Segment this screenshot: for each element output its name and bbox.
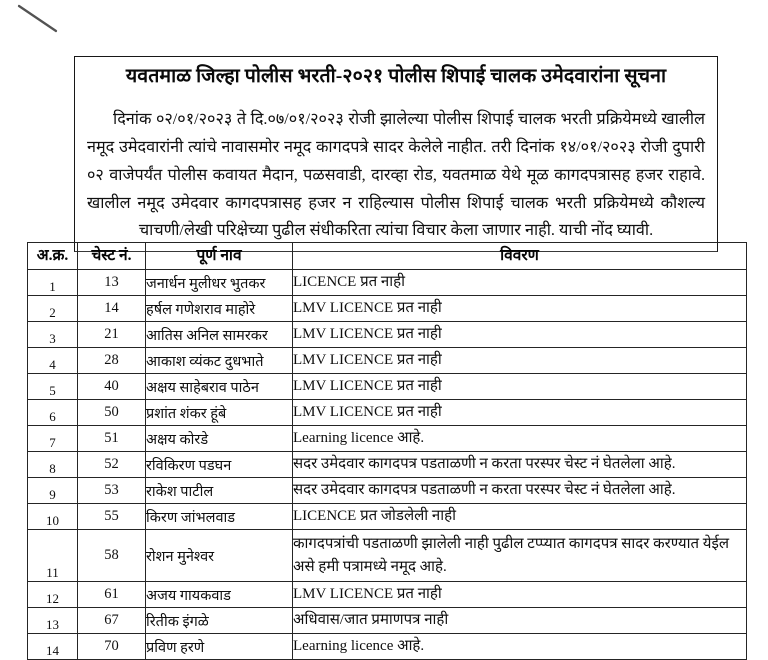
cell-chest-no: 70 bbox=[78, 634, 146, 660]
cell-serial: 13 bbox=[28, 608, 78, 634]
cell-full-name: रोशन मुनेश्वर bbox=[146, 530, 293, 582]
cell-serial: 8 bbox=[28, 452, 78, 478]
cell-full-name: राकेश पाटील bbox=[146, 478, 293, 504]
table-row bbox=[28, 348, 747, 374]
scan-pen-stroke-icon bbox=[16, 4, 60, 34]
column-header-serial: अ.क्र. bbox=[28, 243, 78, 270]
table-header-row bbox=[28, 243, 747, 270]
cell-full-name: आतिस अनिल सामरकर bbox=[146, 322, 293, 348]
cell-description: LMV LICENCE प्रत नाही bbox=[293, 348, 747, 374]
cell-serial: 10 bbox=[28, 504, 78, 530]
cell-serial: 9 bbox=[28, 478, 78, 504]
cell-full-name: आकाश व्यंकट दुधभाते bbox=[146, 348, 293, 374]
cell-full-name: रितीक इंगळे bbox=[146, 608, 293, 634]
cell-serial: 11 bbox=[28, 530, 78, 582]
cell-serial: 3 bbox=[28, 322, 78, 348]
notice-body-box bbox=[74, 98, 718, 252]
table-header bbox=[28, 243, 747, 270]
table-body bbox=[28, 270, 747, 660]
cell-serial: 14 bbox=[28, 634, 78, 660]
cell-description: LICENCE प्रत जोडलेली नाही bbox=[293, 504, 747, 530]
cell-description: Learning licence आहे. bbox=[293, 634, 747, 660]
cell-serial: 7 bbox=[28, 426, 78, 452]
cell-chest-no: 53 bbox=[78, 478, 146, 504]
column-header-description: विवरण bbox=[293, 243, 747, 270]
table-row bbox=[28, 426, 747, 452]
table-row bbox=[28, 504, 747, 530]
cell-description: LMV LICENCE प्रत नाही bbox=[293, 296, 747, 322]
cell-full-name: अजय गायकवाड bbox=[146, 582, 293, 608]
cell-serial: 5 bbox=[28, 374, 78, 400]
cell-chest-no: 55 bbox=[78, 504, 146, 530]
cell-chest-no: 13 bbox=[78, 270, 146, 296]
table-row bbox=[28, 296, 747, 322]
cell-full-name: अक्षय कोरडे bbox=[146, 426, 293, 452]
cell-chest-no: 28 bbox=[78, 348, 146, 374]
cell-chest-no: 50 bbox=[78, 400, 146, 426]
table-row bbox=[28, 374, 747, 400]
cell-chest-no: 21 bbox=[78, 322, 146, 348]
cell-full-name: प्रशांत शंकर हूंबे bbox=[146, 400, 293, 426]
cell-chest-no: 14 bbox=[78, 296, 146, 322]
cell-description: LMV LICENCE प्रत नाही bbox=[293, 322, 747, 348]
cell-description: Learning licence आहे. bbox=[293, 426, 747, 452]
cell-description: LICENCE प्रत नाही bbox=[293, 270, 747, 296]
cell-serial: 12 bbox=[28, 582, 78, 608]
cell-description: LMV LICENCE प्रत नाही bbox=[293, 582, 747, 608]
cell-chest-no: 67 bbox=[78, 608, 146, 634]
cell-serial: 2 bbox=[28, 296, 78, 322]
notice-title-box bbox=[74, 56, 718, 100]
table-row bbox=[28, 530, 747, 582]
table-row bbox=[28, 634, 747, 660]
cell-description: सदर उमेदवार कागदपत्र पडताळणी न करता परस्पर चेस्ट नं घेतलेला आहे. bbox=[293, 478, 747, 504]
table-row bbox=[28, 608, 747, 634]
cell-chest-no: 51 bbox=[78, 426, 146, 452]
table-row bbox=[28, 322, 747, 348]
cell-full-name: किरण जांभलवाड bbox=[146, 504, 293, 530]
cell-description: LMV LICENCE प्रत नाही bbox=[293, 400, 747, 426]
cell-full-name: प्रविण हरणे bbox=[146, 634, 293, 660]
cell-full-name: रविकिरण पडघन bbox=[146, 452, 293, 478]
table-row bbox=[28, 452, 747, 478]
cell-serial: 1 bbox=[28, 270, 78, 296]
cell-full-name: अक्षय साहेबराव पाठेन bbox=[146, 374, 293, 400]
candidate-table bbox=[27, 242, 747, 660]
table-row bbox=[28, 400, 747, 426]
cell-full-name: हर्षल गणेशराव माहोरे bbox=[146, 296, 293, 322]
table-row bbox=[28, 582, 747, 608]
table-row bbox=[28, 270, 747, 296]
cell-chest-no: 52 bbox=[78, 452, 146, 478]
candidate-table-container bbox=[27, 242, 746, 660]
notice-paragraph: दिनांक ०२/०१/२०२३ ते दि.०७/०१/२०२३ रोजी झालेल्या पोलीस शिपाई चालक भरती प्रक्रियेमध्ये खालील नमूद उमेदवारांनी त्यांचे नावासमोर नमूद कागदपत्रे सादर केलेले नाहीत. तरी दिनांक १४/०१/२०२३ रोजी दुपारी ०२ वाजेपर्यंत पोलीस कवायत मैदान, पळसवाडी, दारव्हा रोड, यवतमाळ येथे मूळ कागदपत्रासह हजर राहावे. खालील नमूद उमेदवार कागदपत्रासह हजर न राहिल्यास पोलीस शिपाई चालक भरती प्रक्रियेमध्ये कौशल्य चाचणी/लेखी परिक्षेच्या पुढील संधीकरिता त्यांचा विचार केला जाणार नाही. याची नोंद घ्यावी. bbox=[87, 110, 705, 240]
cell-description: LMV LICENCE प्रत नाही bbox=[293, 374, 747, 400]
cell-serial: 4 bbox=[28, 348, 78, 374]
table-row bbox=[28, 478, 747, 504]
cell-description: अधिवास/जात प्रमाणपत्र नाही bbox=[293, 608, 747, 634]
cell-description: कागदपत्रांची पडताळणी झालेली नाही पुढील टप्प्यात कागदपत्र सादर करण्यात येईल असे हमी पत्रामध्ये नमूद आहे. bbox=[293, 530, 747, 582]
cell-chest-no: 40 bbox=[78, 374, 146, 400]
cell-chest-no: 61 bbox=[78, 582, 146, 608]
column-header-full-name: पूर्ण नाव bbox=[146, 243, 293, 270]
cell-full-name: जनार्धन मुलीधर भुतकर bbox=[146, 270, 293, 296]
cell-chest-no: 58 bbox=[78, 530, 146, 582]
column-header-chest-no: चेस्ट नं. bbox=[78, 243, 146, 270]
page-title: यवतमाळ जिल्हा पोलीस भरती-२०२१ पोलीस शिपाई चालक उमेदवारांना सूचना bbox=[125, 66, 667, 87]
cell-description: सदर उमेदवार कागदपत्र पडताळणी न करता परस्पर चेस्ट नं घेतलेला आहे. bbox=[293, 452, 747, 478]
cell-serial: 6 bbox=[28, 400, 78, 426]
